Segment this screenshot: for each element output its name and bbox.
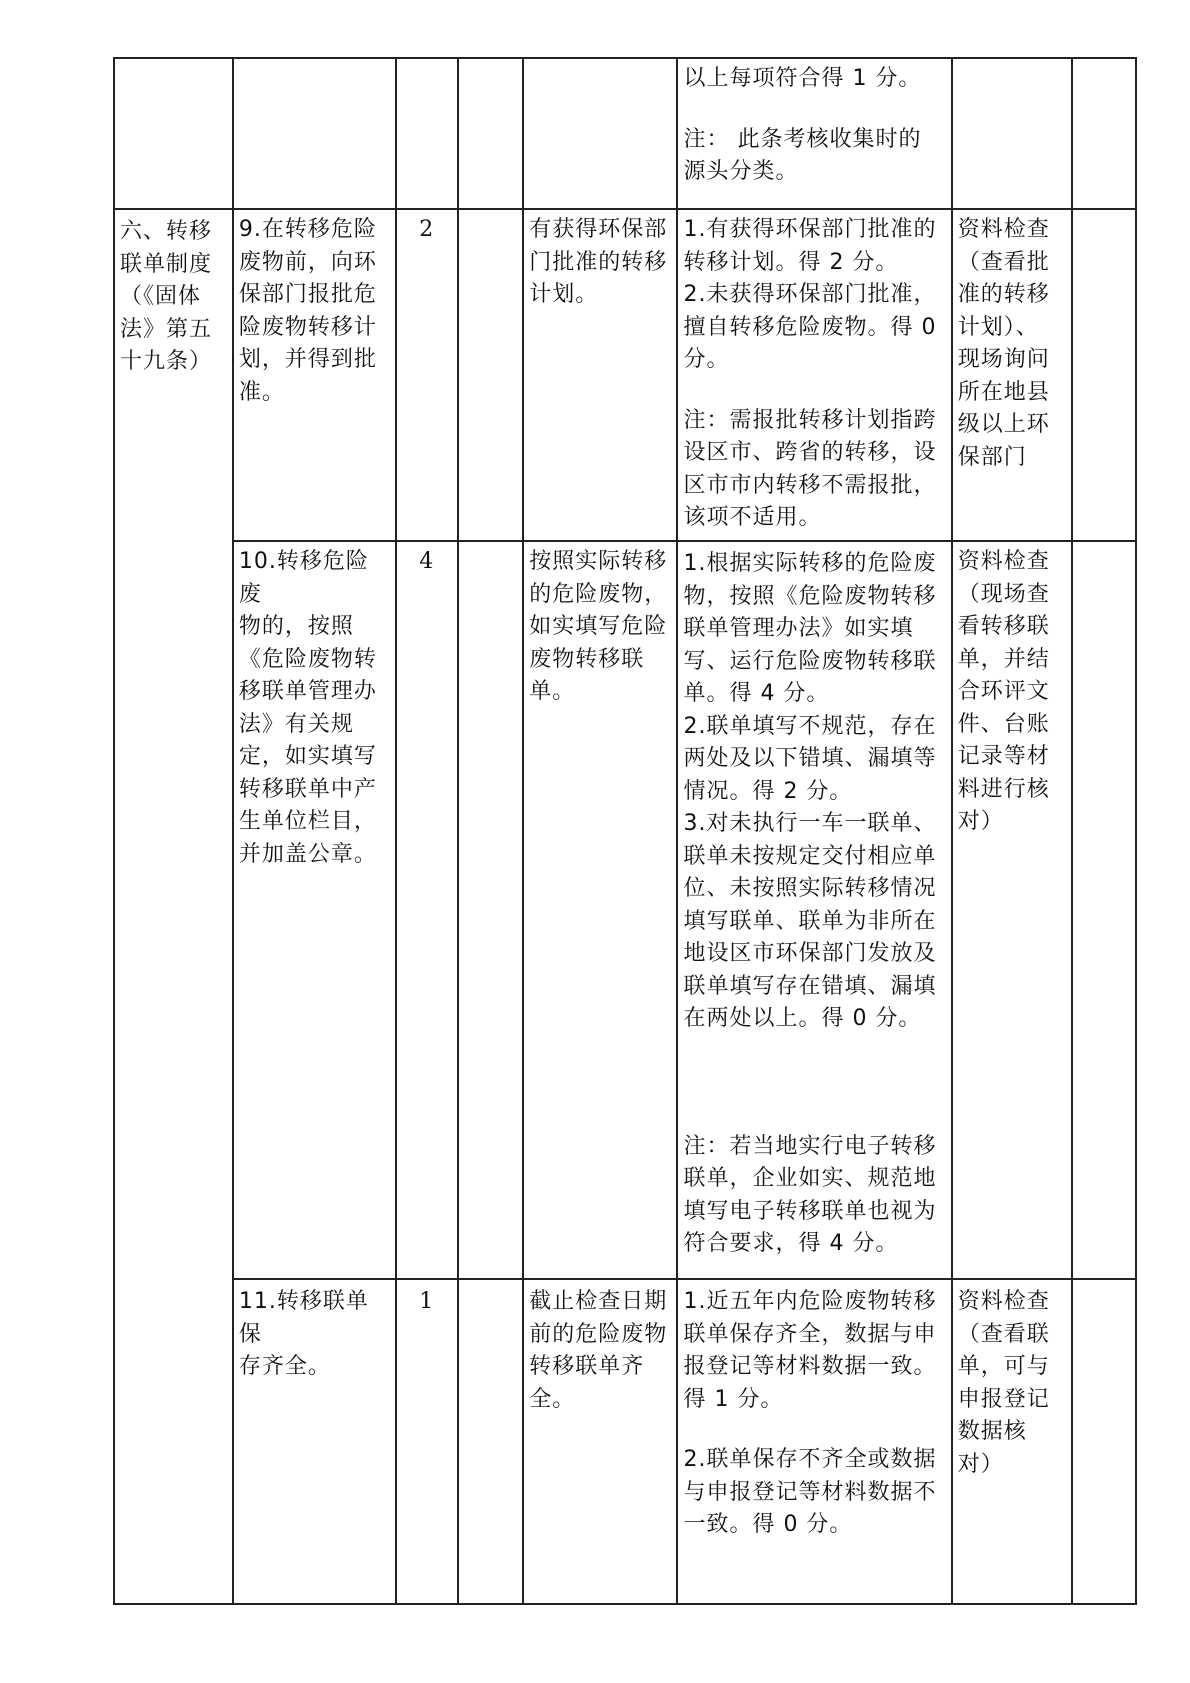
method-line: 准的转移 xyxy=(957,282,1050,307)
note-line: 设区市、跨省的转移，设 xyxy=(683,440,937,465)
criteria-cell xyxy=(677,209,951,541)
content-line: 划，并得到批 xyxy=(238,347,377,372)
criteria-line: 在两处以上。得 0 分。 xyxy=(683,1006,922,1031)
standard-line: 前的危险废物 xyxy=(529,1321,668,1347)
method-line: 对） xyxy=(957,809,1004,834)
method-line: 保部门 xyxy=(957,444,1027,470)
standard-line: 的危险废物， xyxy=(529,581,668,607)
method-cell xyxy=(952,209,1072,541)
criteria-line: 转移计划。得 2 分。 xyxy=(683,249,899,275)
method-line: 数据核 xyxy=(957,1419,1027,1444)
criteria-line: 分。 xyxy=(683,347,730,372)
criteria-line: 联单管理办法》如实填 xyxy=(683,616,914,641)
content-line: 《危险废物转 xyxy=(238,646,377,672)
method-line: 件、台账 xyxy=(957,711,1050,737)
note-line: 注：需报批转移计划指跨 xyxy=(683,407,937,433)
method-line: 料进行核 xyxy=(957,776,1050,802)
section-title-line: 法》第五 xyxy=(120,316,213,342)
criteria-line: 3.对未执行一车一联单、 xyxy=(683,811,937,836)
criteria-line: 以上每项符合得 1 分。 xyxy=(683,66,922,91)
content-line: 法》有关规 xyxy=(238,711,354,737)
standard-cell xyxy=(523,1279,677,1604)
note-line: 填写电子转移联单也视为 xyxy=(683,1198,937,1224)
method-line: 所在地县 xyxy=(957,379,1050,405)
standard-line: 单。 xyxy=(529,679,576,704)
content-line: 移联单管理办 xyxy=(238,679,377,704)
criteria-line: 情况。得 2 分。 xyxy=(683,778,853,804)
method-cell xyxy=(952,1279,1072,1604)
content-line: 存齐全。 xyxy=(238,1354,331,1379)
content-line: 并加盖公章。 xyxy=(238,841,377,867)
score-cell: 4 xyxy=(396,541,458,1279)
standard-line: 废物转移联 xyxy=(529,646,645,672)
criteria-line: 写、运行危险废物转移联 xyxy=(683,648,937,674)
method-line: 单，并结 xyxy=(957,646,1050,672)
criteria-cell xyxy=(677,58,951,209)
standard-line: 门批准的转移 xyxy=(529,249,668,275)
criteria-line: 与申报登记等材料数据不 xyxy=(683,1479,937,1505)
content-line: 11.转移联单保 xyxy=(238,1289,369,1347)
standard-line: 全。 xyxy=(529,1386,576,1412)
criteria-cell xyxy=(677,541,951,1279)
criteria-line: 2.未获得环保部门批准， xyxy=(683,282,937,307)
criteria-line: 2.联单保存不齐全或数据 xyxy=(683,1447,937,1472)
section-cell xyxy=(114,58,233,209)
remark-cell xyxy=(1072,209,1136,541)
method-line: 申报登记 xyxy=(957,1386,1050,1412)
content-line: 10.转移危险废 xyxy=(238,549,369,607)
content-line: 转移联单中产 xyxy=(238,776,377,802)
content-cell xyxy=(233,58,396,209)
content-cell xyxy=(233,209,396,541)
note-line: 注：若当地实行电子转移 xyxy=(683,1133,937,1159)
content-line: 定，如实填写 xyxy=(238,744,377,769)
criteria-line: 1.根据实际转移的危险废 xyxy=(683,551,937,576)
criteria-line: 1.近五年内危险废物转移 xyxy=(683,1289,937,1314)
standard-line: 如实填写危险 xyxy=(529,614,668,639)
standard-cell xyxy=(523,209,677,541)
content-line: 生单位栏目， xyxy=(238,809,377,834)
standard-cell xyxy=(523,58,677,209)
content-cell xyxy=(233,541,396,1279)
table-row xyxy=(114,541,1136,1279)
method-line: 计划）、 xyxy=(957,314,1039,340)
method-line: （查看批 xyxy=(957,249,1050,275)
section-title-line: 六、转移 xyxy=(120,219,213,244)
result-cell xyxy=(458,1279,523,1604)
section-title-line: （《固体 xyxy=(120,284,202,309)
remark-cell xyxy=(1072,541,1136,1279)
note-line: 符合要求，得 4 分。 xyxy=(683,1231,899,1256)
criteria-line: 填写联单、联单为非所在 xyxy=(683,908,937,934)
method-line: 记录等材 xyxy=(957,744,1050,769)
method-line: 看转移联 xyxy=(957,614,1050,639)
standard-line: 按照实际转移 xyxy=(529,549,668,574)
method-line: 合环评文 xyxy=(957,679,1050,704)
method-line: 级以上环 xyxy=(957,412,1050,437)
criteria-line: 擅自转移危险废物。得 0 xyxy=(683,314,937,340)
note-line: 区市市内转移不需报批， xyxy=(683,472,937,498)
note-line: 联单，企业如实、规范地 xyxy=(683,1166,937,1191)
content-line: 物的，按照 xyxy=(238,614,354,639)
note-line: 源头分类。 xyxy=(683,159,799,184)
method-line: 资料检查 xyxy=(957,549,1050,574)
table-row xyxy=(114,209,1136,541)
section-title-line: 联单制度 xyxy=(120,251,213,277)
method-cell xyxy=(952,541,1072,1279)
result-cell xyxy=(458,209,523,541)
criteria-line: 一致。得 0 分。 xyxy=(683,1512,853,1537)
criteria-line: 联单填写存在错填、漏填 xyxy=(683,973,937,999)
score-cell: 2 xyxy=(396,209,458,541)
criteria-line: 报登记等材料数据一致。 xyxy=(683,1354,937,1379)
standard-line: 有获得环保部 xyxy=(529,217,668,242)
standard-line: 截止检查日期 xyxy=(529,1289,668,1314)
criteria-line: 2.联单填写不规范，存在 xyxy=(683,713,937,739)
method-cell xyxy=(952,58,1072,209)
section-title-cell xyxy=(114,209,233,1604)
content-line: 准。 xyxy=(238,379,285,405)
method-line: 单，可与 xyxy=(957,1354,1050,1379)
standard-line: 转移联单齐 xyxy=(529,1354,645,1379)
criteria-line: 单。得 4 分。 xyxy=(683,681,830,706)
assessment-table xyxy=(113,57,1137,1605)
criteria-line: 位、未按照实际转移情况 xyxy=(683,876,937,901)
remark-cell xyxy=(1072,58,1136,209)
criteria-line: 地设区市环保部门发放及 xyxy=(683,941,937,966)
content-line: 保部门报批危 xyxy=(238,282,377,307)
criteria-line: 1.有获得环保部门批准的 xyxy=(683,217,937,242)
note-line: 该项不适用。 xyxy=(683,505,822,530)
table-row xyxy=(114,1279,1136,1604)
method-line: （查看联 xyxy=(957,1321,1050,1347)
content-line: 险废物转移计 xyxy=(238,314,377,340)
method-line: 现场询问 xyxy=(957,347,1050,372)
section-title-line: 十九条） xyxy=(120,349,213,374)
criteria-line: 联单保存齐全，数据与申 xyxy=(683,1321,937,1347)
criteria-cell xyxy=(677,1279,951,1604)
standard-cell xyxy=(523,541,677,1279)
method-line: （现场查 xyxy=(957,581,1050,607)
criteria-line: 联单未按规定交付相应单 xyxy=(683,843,937,869)
score-cell: 1 xyxy=(396,1279,458,1604)
note-line: 注： 此条考核收集时的 xyxy=(683,126,922,152)
standard-line: 计划。 xyxy=(529,282,599,307)
criteria-line: 物，按照《危险废物转移 xyxy=(683,583,937,609)
result-cell xyxy=(458,541,523,1279)
content-line: 9.在转移危险 xyxy=(238,217,377,242)
method-line: 资料检查 xyxy=(957,1289,1050,1314)
method-line: 对） xyxy=(957,1451,1004,1477)
criteria-line: 得 1 分。 xyxy=(683,1386,784,1412)
content-cell xyxy=(233,1279,396,1604)
score-cell xyxy=(396,58,458,209)
method-line: 资料检查 xyxy=(957,217,1050,242)
remark-cell xyxy=(1072,1279,1136,1604)
table-row xyxy=(114,58,1136,209)
content-line: 废物前，向环 xyxy=(238,249,377,275)
criteria-line: 两处及以下错填、漏填等 xyxy=(683,746,937,771)
result-cell xyxy=(458,58,523,209)
